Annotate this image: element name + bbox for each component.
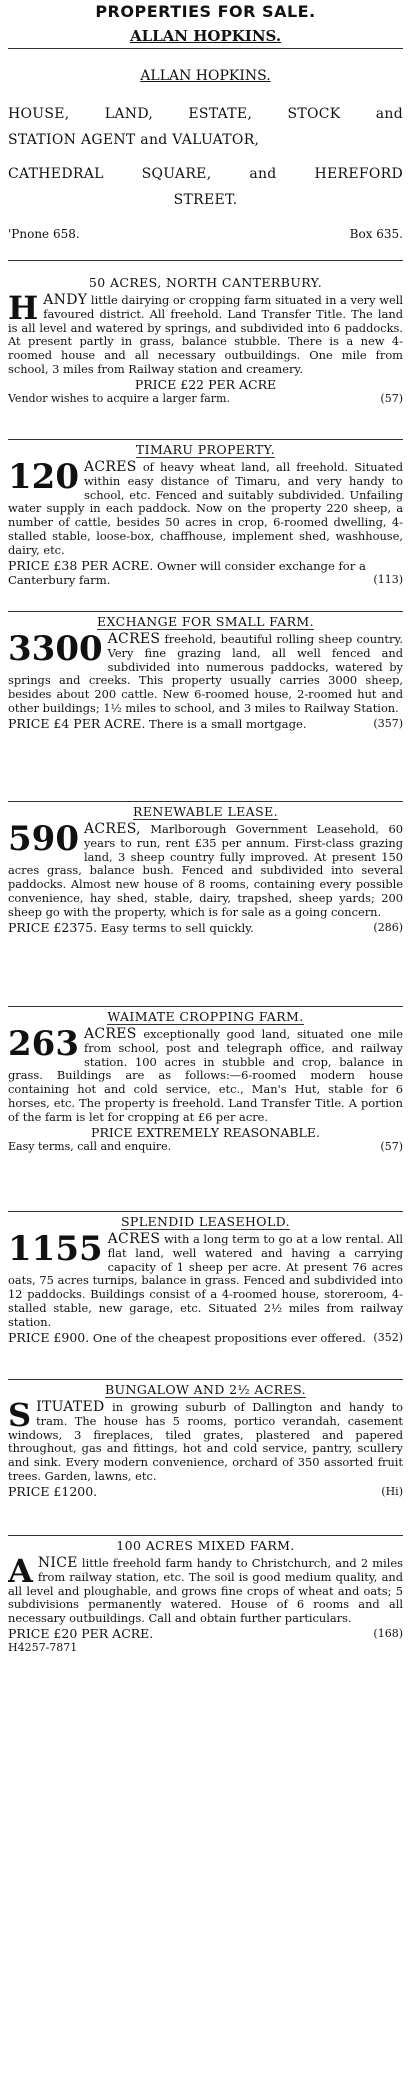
listing-text: exceptionally good land, situated one mile from school, post and telegraph office, and railway station. 100 acres in stubble and crop, balance in grass. Buildings are as follows:—6-roomed modern house containing hot and cold service, etc., Man's Hut, stable for 6 horses, etc. The property is freehold. Land Transfer Title. A portion of the farm is let for cropping at £6 per acre. — [8, 1027, 403, 1124]
listing-price: PRICE £2375. — [8, 919, 98, 935]
listing-price: PRICE EXTREMELY REASONABLE. — [91, 1124, 320, 1140]
listing-body — [8, 1396, 403, 1484]
listing-price-after: Owner will consider exchange for a Canterbury farm. — [8, 558, 366, 587]
dropcap: H — [8, 289, 39, 327]
listing-price-row — [8, 1627, 403, 1641]
listing-price-row — [8, 378, 403, 392]
listing-ref: (357) — [373, 716, 403, 730]
listing-price-after: One of the cheapest propositions ever offered. — [92, 1330, 366, 1345]
listing-bungalow — [8, 1380, 403, 1536]
listing-heading: 100 ACRES MIXED FARM. — [116, 1538, 295, 1553]
listing-extra: Easy terms, call and enquire. — [8, 1139, 172, 1153]
listing-body — [8, 1024, 403, 1125]
agent-line-2: STATION AGENT and VALUATOR, — [8, 132, 260, 148]
listing-price: PRICE £20 PER ACRE. — [8, 1625, 154, 1641]
listing-ref: (286) — [373, 920, 403, 934]
listing-ref: (57) — [380, 391, 403, 405]
listing-mixed-farm — [8, 1536, 403, 1706]
listing-renewable-lease — [8, 802, 403, 1007]
listing-text: little dairying or cropping farm situated in a very well favoured district. All freehold. Land Transfer Title. The land is all level and watered by springs, and subdivided into 6 paddocks. At present partly in grass, balance stubble. There is a new 4-roomed house and all necessary outbuildings. One mile from school, 3 miles from Railway station and creamery. — [8, 293, 403, 376]
listing-heading: BUNGALOW AND 2½ ACRES. — [104, 1382, 307, 1397]
listing-ref: (113) — [373, 572, 403, 586]
listing-waimate — [8, 1007, 403, 1212]
agent-line-4: STREET. — [173, 192, 238, 208]
listing-50-acres — [8, 261, 403, 440]
page — [2, 0, 407, 2097]
agent-line-3: CATHEDRAL SQUARE, and HEREFORD — [8, 166, 403, 182]
listing-price-row — [8, 717, 403, 731]
listing-lead: ANDY — [43, 292, 88, 308]
listing-heading-wrap — [8, 440, 403, 458]
listing-body — [8, 1229, 403, 1330]
listing-body — [8, 1552, 403, 1626]
listing-text: in growing suburb of Dallington and handy to tram. The house has 5 rooms, portico verandah, casement windows, 3 fireplaces, tiled grates, plastered and papered throughout, gas and fittings, hot and cold service, pantry, scullery and sink. Every modern convenience, orchard of 350 assorted fruit trees. Garden, lawns, etc. — [8, 1400, 403, 1483]
listing-price: PRICE £22 PER ACRE — [134, 376, 277, 392]
agent-line-1: HOUSE, LAND, ESTATE, STOCK and — [8, 106, 403, 122]
listing-price-row — [8, 1126, 403, 1140]
listing-ref: (168) — [373, 1626, 403, 1640]
listing-price-row — [8, 921, 403, 935]
agent-block — [8, 48, 403, 261]
listing-body — [8, 289, 403, 377]
listing-lead: ACRES, — [83, 821, 141, 837]
listing-heading: 50 ACRES, NORTH CANTERBURY. — [88, 275, 323, 290]
dropcap: 3300 — [8, 629, 103, 669]
listing-heading-wrap — [8, 1007, 403, 1025]
masthead: PROPERTIES FOR SALE. — [95, 2, 316, 21]
listing-price-after: Easy terms to sell quickly. — [100, 920, 254, 935]
listing-price: PRICE £4 PER ACRE. — [8, 715, 146, 731]
listing-text: of heavy wheat land, all freehold. Situated within easy distance of Timaru, and very handy to school, etc. Fenced and suitably subdivided. Unfailing water supply in each paddock. Now on the property 220 sheep, a number of cattle, besides 50 acres in crop, 6-roomed dwelling, 4-stalled stable, loose-box, chaffhouse, implement shed, washhouse, dairy, etc. — [8, 460, 403, 557]
listing-body — [8, 457, 403, 558]
listing-heading-wrap — [8, 1212, 403, 1230]
dropcap: A — [8, 1552, 33, 1590]
dropcap: 1155 — [8, 1229, 103, 1269]
listing-heading: SPLENDID LEASEHOLD. — [120, 1214, 291, 1229]
listing-heading-wrap — [8, 1380, 403, 1398]
footer-code: H4257-7871 — [8, 1640, 78, 1654]
dropcap: S — [8, 1396, 32, 1434]
listing-body — [8, 819, 403, 920]
listing-extra: Vendor wishes to acquire a larger farm. — [8, 391, 230, 405]
listing-text: with a long term to go at a low rental. All flat land, well watered and having a carrying capacity of 1 sheep per acre. At present 76 acres oats, 75 acres turnips, balance in grass. Fenced and subdivided into 12 paddocks. Buildings consist of a 4-roomed house, storeroom, 4-stalled stable, new garage, etc. Situated 2½ miles from railway station. — [8, 1232, 403, 1329]
listing-text: Marlborough Government Leasehold, 60 years to run, rent £35 per annum. First-class grazing land, 3 sheep country fully improved. At present 150 acres grass, balance bush. Fenced and subdivided into several paddocks. Almost new house of 8 rooms, containing every possible convenience, hay shed, stable, dairy, trapshed, sheep yards; 200 sheep go with the property, which is for sale as a going concern. — [8, 822, 403, 919]
listing-price-row — [8, 559, 403, 587]
listing-text: freehold, beautiful rolling sheep country. Very fine grazing land, all well fenced and subdivided into numerous paddocks, watered by springs and creeks. This property usually carries 3000 sheep, besides about 200 cattle. New 6-roomed house, 2-roomed hut and other buildings; 1½ miles to school, and 3 miles to Railway Station. — [8, 632, 403, 715]
listing-extra-row — [8, 1140, 403, 1154]
listing-lead: ACRES — [83, 1026, 137, 1042]
listing-lead: ACRES — [107, 1231, 161, 1247]
listing-lead: NICE — [37, 1555, 78, 1571]
listing-heading: RENEWABLE LEASE. — [133, 804, 278, 819]
listing-ref: (352) — [373, 1330, 403, 1344]
listing-splendid-leasehold — [8, 1212, 403, 1380]
listing-price-row — [8, 1331, 403, 1345]
listing-lead: ACRES — [83, 459, 137, 475]
dropcap: 120 — [8, 457, 79, 497]
listing-text: little freehold farm handy to Christchurch, and 2 miles from railway station, etc. The soil is good medium quality, and all level and ploughable, and grows fine crops of wheat and oats; 5 subdivisions permanently watered. House of 6 rooms and all necessary outbuildings. Call and obtain further particulars. — [8, 1556, 403, 1626]
listing-price-row — [8, 1485, 403, 1499]
listing-extra-row — [8, 392, 403, 406]
listing-body — [8, 629, 403, 716]
listing-exchange — [8, 612, 403, 802]
listing-heading: EXCHANGE FOR SMALL FARM. — [97, 614, 314, 629]
listing-ref: (Hi) — [381, 1484, 403, 1498]
listing-timaru — [8, 440, 403, 612]
listing-price-after: There is a small mortgage. — [149, 716, 307, 731]
listing-ref: (57) — [380, 1139, 403, 1153]
listing-heading-wrap — [8, 612, 403, 630]
listing-price: PRICE £900. — [8, 1329, 90, 1345]
listing-lead: ITUATED — [36, 1399, 105, 1415]
dropcap: 590 — [8, 819, 79, 859]
agent-phone: 'Pnone 658. — [8, 227, 80, 241]
listing-heading: TIMARU PROPERTY. — [135, 442, 276, 457]
listing-heading: WAIMATE CROPPING FARM. — [107, 1009, 304, 1024]
agent-box: Box 635. — [349, 227, 403, 241]
listing-price: PRICE £1200. — [8, 1483, 98, 1499]
listing-price: PRICE £38 PER ACRE. — [8, 557, 154, 573]
agent-name: ALLAN HOPKINS. — [140, 68, 271, 84]
agent-contact — [8, 227, 403, 241]
listing-lead: ACRES — [107, 631, 161, 647]
listing-heading-wrap — [8, 802, 403, 820]
dropcap: 263 — [8, 1024, 79, 1064]
agent-banner: ALLAN HOPKINS. — [129, 27, 282, 45]
